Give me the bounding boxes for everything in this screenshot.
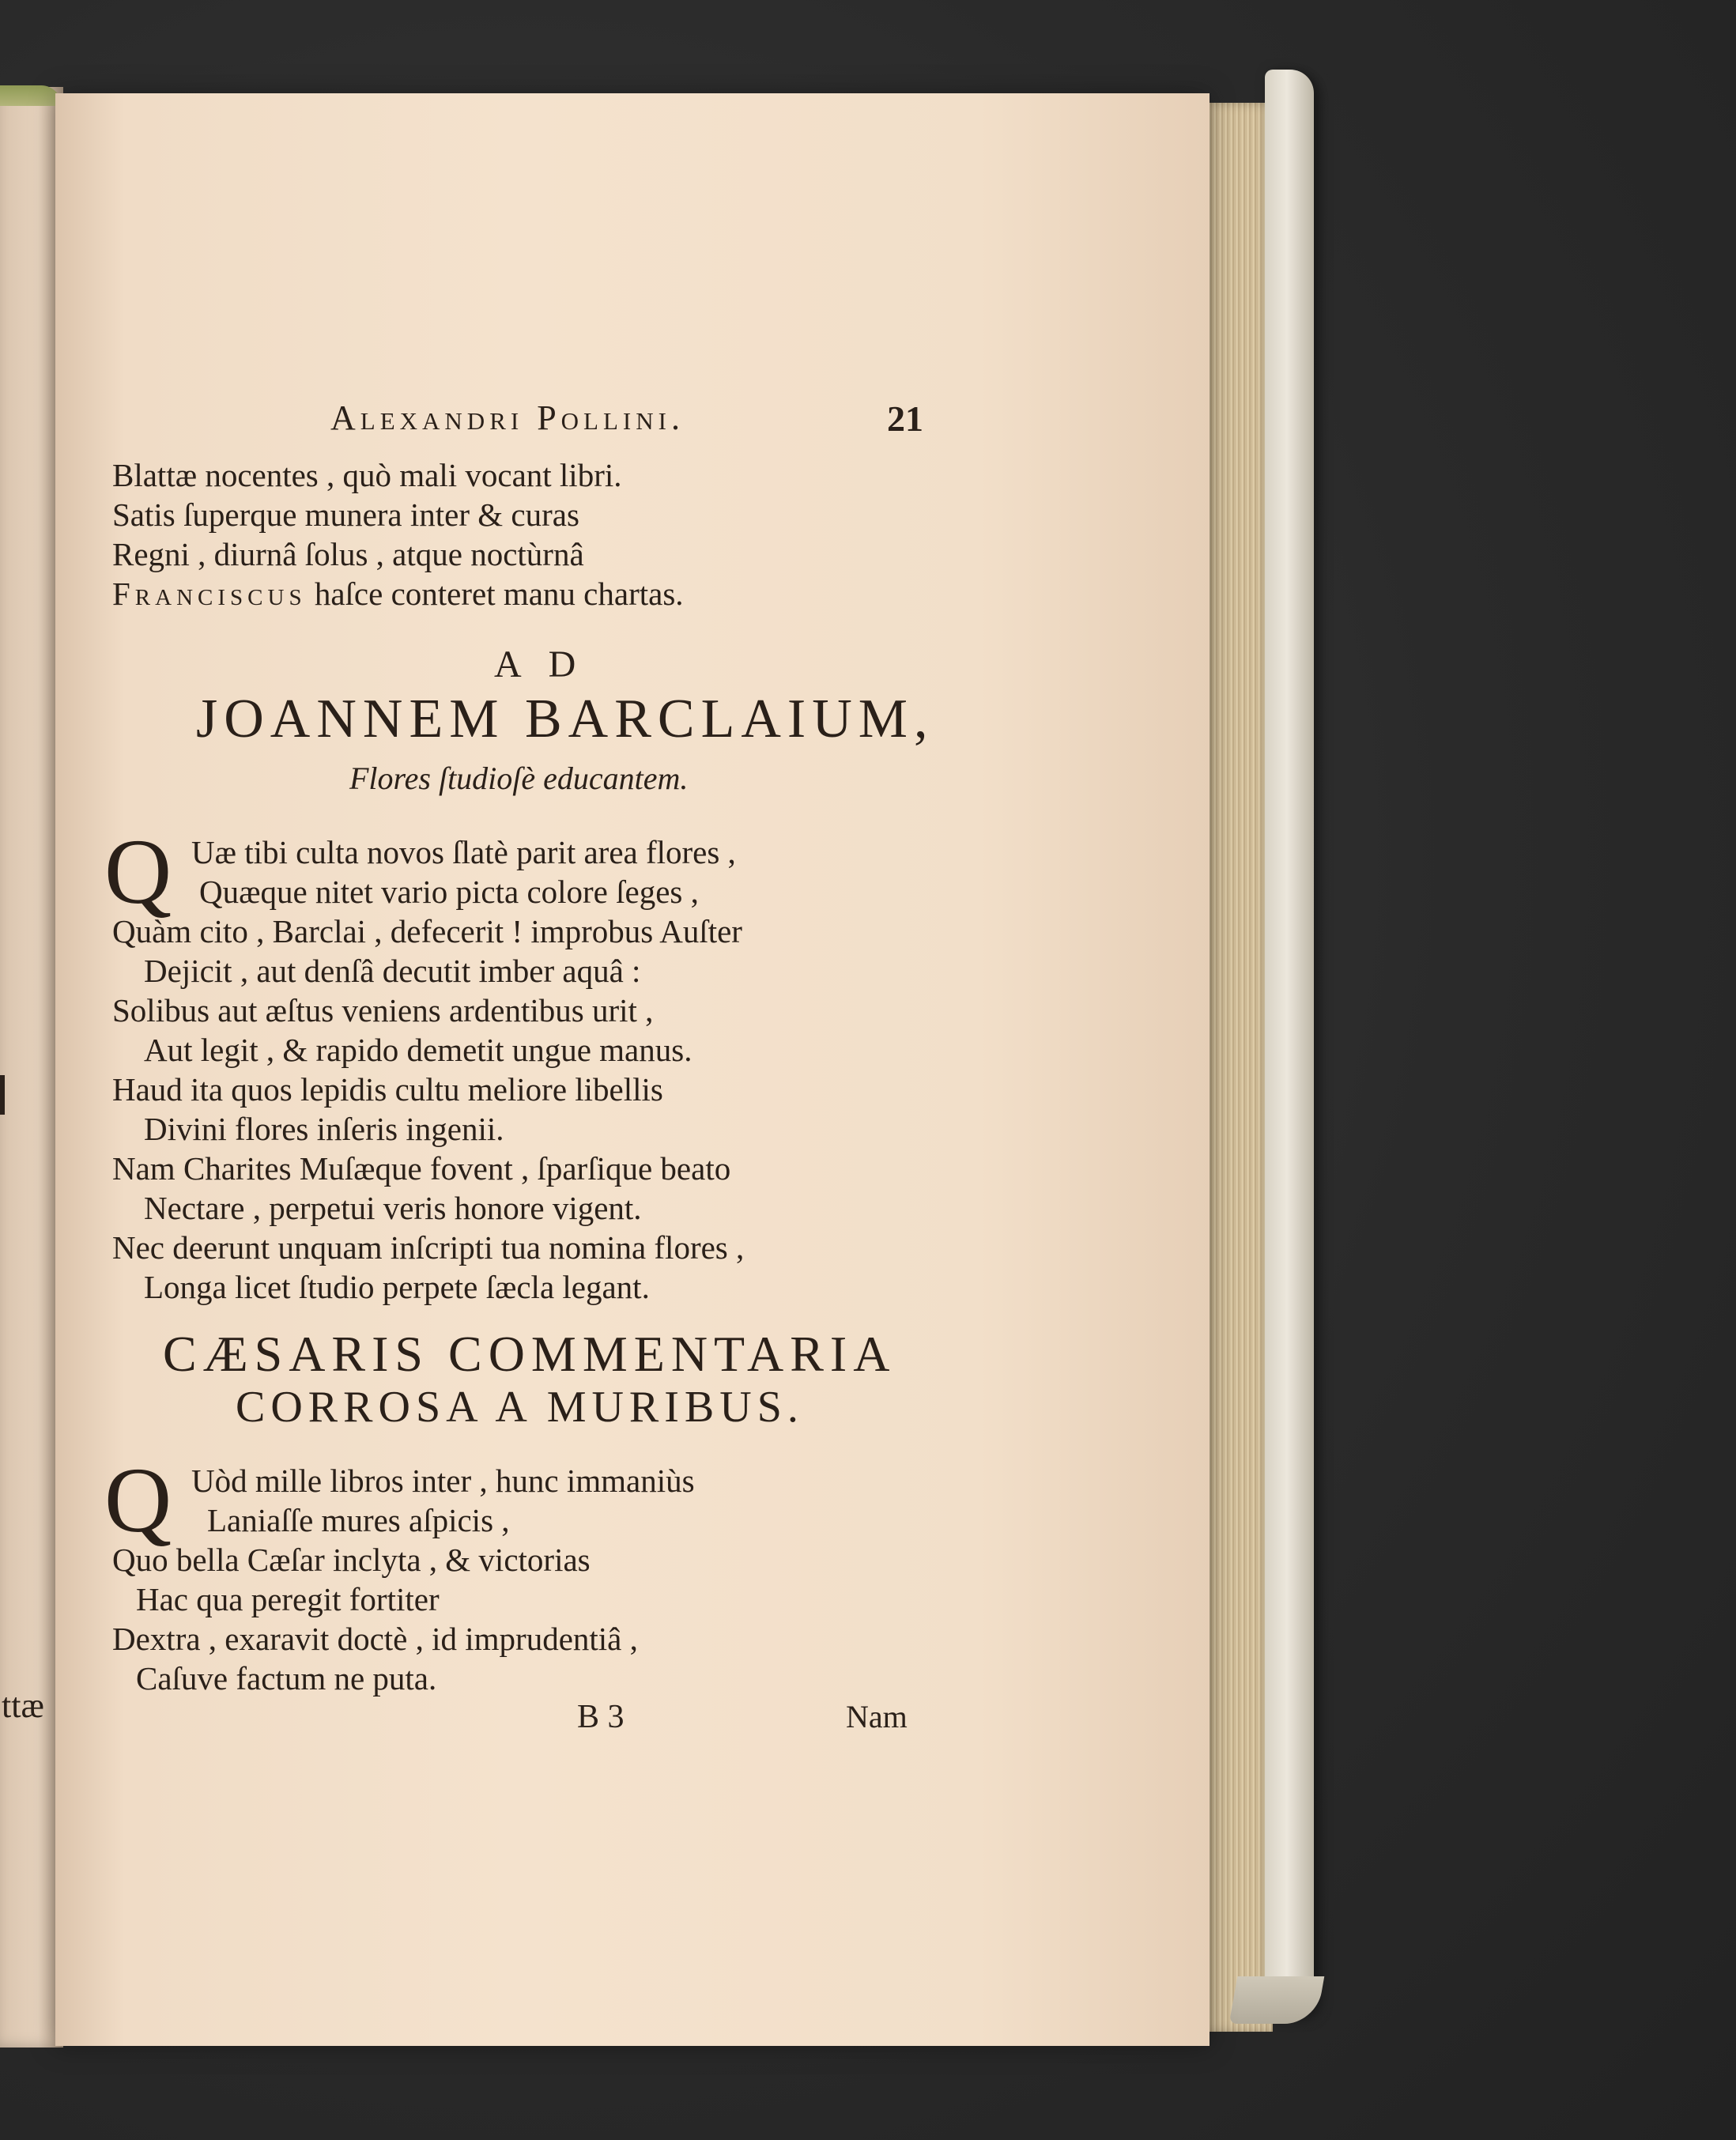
verse-line: Uæ tibi culta novos ſlatè parit area flores , <box>191 834 736 870</box>
verse-line <box>112 574 684 613</box>
name-francis: Franciscus <box>112 576 307 612</box>
facing-page-mark <box>0 1075 5 1115</box>
verse-line: Regni , diurnâ ſolus , atque noctùrnâ <box>112 536 584 572</box>
verse-line: Quàm cito , Barclai , defecerit ! improbus Auſter <box>112 913 742 949</box>
verse-line: Haud ita quos lepidis cultu meliore libellis <box>112 1071 663 1108</box>
verse-line: Nectare , perpetui veris honore vigent. <box>144 1190 642 1226</box>
verse-line: Caſuve factum ne puta. <box>136 1660 437 1697</box>
verse-line: Divini flores inſeris ingenii. <box>144 1111 504 1147</box>
drop-cap: Q <box>104 1448 172 1552</box>
verse-line: Aut legit , & rapido demetit ungue manus. <box>144 1032 693 1068</box>
verse-line: Solibus aut æſtus veniens ardentibus urit , <box>112 992 654 1028</box>
signature-mark: B 3 <box>577 1699 625 1735</box>
verse-line: Longa licet ſtudio perpete ſæcla legant. <box>144 1269 650 1305</box>
verse-line-rest: haſce conteret manu chartas. <box>314 576 684 612</box>
catchword: Nam <box>846 1699 908 1734</box>
poem-subtitle: Flores ſtudioſè educantem. <box>349 761 689 796</box>
verse-line: Quæque nitet vario picta colore ſeges , <box>199 874 699 910</box>
verse-line: Nam Charites Muſæque fovent , ſparſique beato <box>112 1150 731 1187</box>
verse-line: Quo bella Cæſar inclyta , & victorias <box>112 1542 591 1578</box>
verse-line: Satis ſuperque munera inter & curas <box>112 496 579 533</box>
facing-page-fragment: ttæ <box>2 1686 44 1725</box>
verse-line: Nec deerunt unquam inſcripti tua nomina flores , <box>112 1229 745 1266</box>
drop-cap: Q <box>104 820 172 923</box>
verse-line: Dextra , exaravit doctè , id imprudentiâ , <box>112 1621 638 1657</box>
verse-line: Blattæ nocentes , quò mali vocant libri. <box>112 457 622 493</box>
verse-line: Laniaſſe mures aſpicis , <box>207 1502 510 1538</box>
binding-edge <box>0 85 62 106</box>
poem-title-main: JOANNEM BARCLAIUM, <box>196 689 934 749</box>
vellum-cover <box>1265 70 1314 2014</box>
page-block-edges <box>1202 103 1273 2032</box>
verse-line: Dejicit , aut denſâ decutit imber aquâ : <box>144 953 641 989</box>
book-page <box>55 93 1210 2046</box>
verse-line: Hac qua peregit fortiter <box>136 1581 440 1617</box>
page-number: 21 <box>887 398 923 439</box>
verse-line: Uòd mille libros inter , hunc immaniùs <box>191 1463 695 1499</box>
poem-title-ad: AD <box>494 644 603 685</box>
running-title: Alexandri Pollini. <box>330 398 685 437</box>
show-through <box>814 346 822 383</box>
poem2-title-line1: CÆSARIS COMMENTARIA <box>163 1326 896 1382</box>
poem2-title-line2: CORROSA A MURIBUS. <box>236 1383 804 1432</box>
facing-page-edge <box>0 87 63 2048</box>
